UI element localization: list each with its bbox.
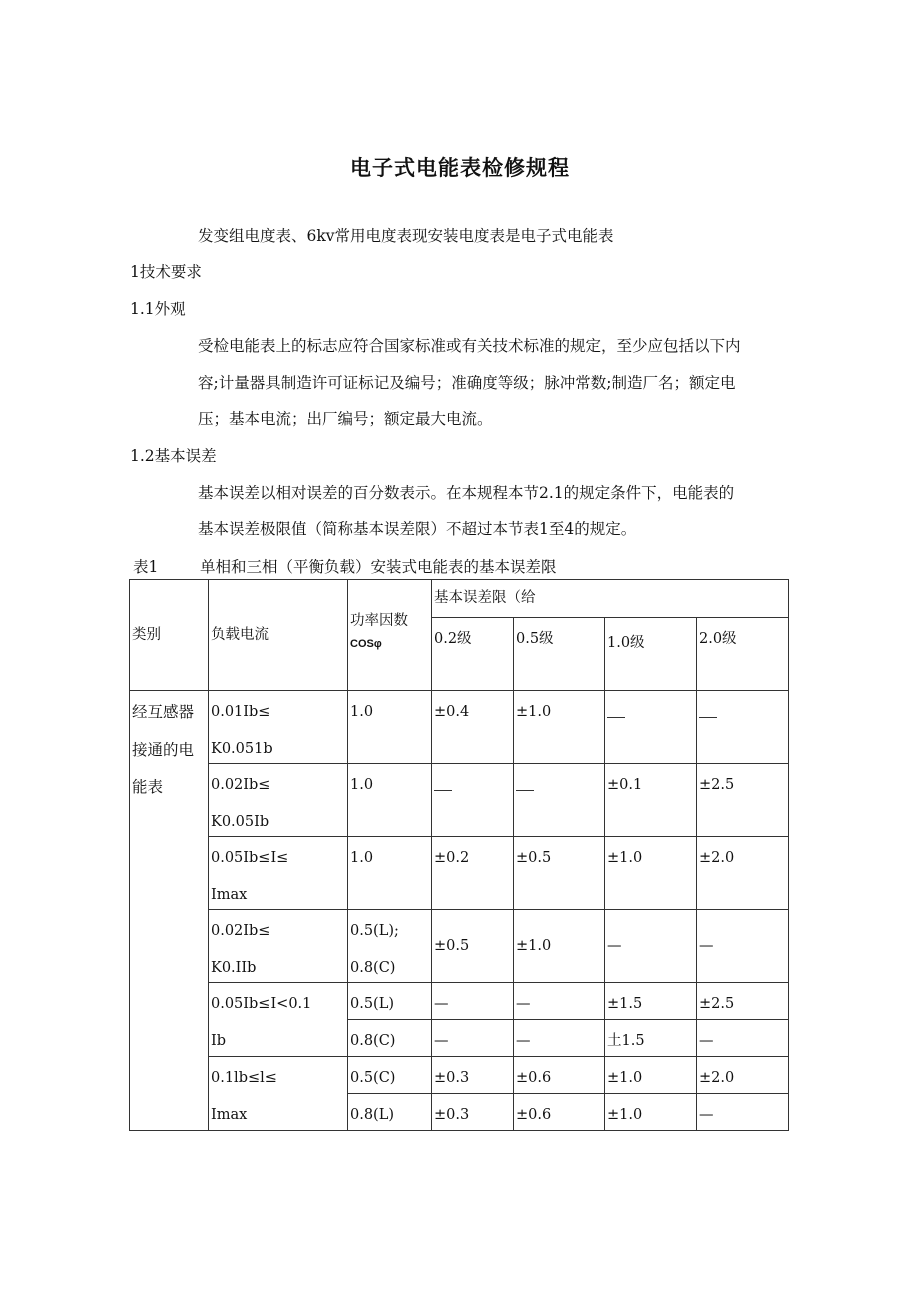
pf-cell: 1.0 bbox=[348, 764, 432, 837]
value-cell: — bbox=[514, 1020, 605, 1057]
value-cell: — bbox=[432, 1020, 514, 1057]
value-cell: — bbox=[605, 910, 697, 983]
appearance-paragraph-line: 压；基本电流；出厂编号；额定最大电流。 bbox=[198, 410, 493, 428]
value-cell: — bbox=[432, 983, 514, 1020]
pf-cell: 0.8(L) bbox=[348, 1094, 432, 1131]
load-line: 0.05Ib≤I<0.1 bbox=[211, 996, 312, 1012]
error-paragraph-line: 基本误差以相对误差的百分数表示。在本规程本节2.1的规定条件下，电能表的 bbox=[198, 484, 735, 502]
value-cell: ±0.6 bbox=[514, 1094, 605, 1131]
blank-dash bbox=[607, 705, 625, 718]
section-heading-1: 1技术要求 bbox=[130, 263, 202, 281]
load-line: 0.05Ib≤I≤ bbox=[211, 850, 289, 866]
value-cell: — bbox=[697, 910, 789, 983]
value-cell: ±1.5 bbox=[605, 983, 697, 1020]
error-limit-table bbox=[129, 579, 789, 1131]
value-cell: 土1.5 bbox=[605, 1020, 697, 1057]
load-line: Imax bbox=[211, 1106, 248, 1123]
header-load-current: 负载电流 bbox=[209, 580, 348, 691]
section-heading-1-2: 1.2基本误差 bbox=[130, 447, 217, 465]
load-line: 0.02Ib≤ bbox=[211, 923, 271, 939]
load-cell bbox=[209, 837, 348, 910]
load-line: K0.05Ib bbox=[211, 813, 270, 830]
pf-cell: 0.5(L) bbox=[348, 983, 432, 1020]
category-line: 接通的电 bbox=[132, 740, 195, 759]
value-cell: ±1.0 bbox=[514, 691, 605, 764]
value-cell: ±1.0 bbox=[605, 837, 697, 910]
blank-dash bbox=[516, 778, 534, 791]
load-cell bbox=[209, 691, 348, 764]
appearance-paragraph-line: 容;计量器具制造许可证标记及编号；准确度等级；脉冲常数;制造厂名；额定电 bbox=[198, 374, 736, 392]
value-cell: ±0.1 bbox=[605, 764, 697, 837]
load-line: K0.051b bbox=[211, 740, 273, 757]
table-caption: 单相和三相（平衡负载）安装式电能表的基本误差限 bbox=[200, 558, 557, 576]
value-cell bbox=[432, 764, 514, 837]
pf-cell: 0.8(C) bbox=[348, 1020, 432, 1057]
value-cell bbox=[605, 691, 697, 764]
value-cell: ±2.5 bbox=[697, 764, 789, 837]
value-cell bbox=[514, 764, 605, 837]
pf-cell: 1.0 bbox=[348, 691, 432, 764]
blank-dash bbox=[434, 778, 452, 791]
category-cell bbox=[130, 691, 209, 1131]
header-grade: 0.2级 bbox=[432, 618, 514, 691]
error-paragraph-line: 基本误差极限值（简称基本误差限）不超过本节表1至4的规定。 bbox=[198, 520, 637, 538]
pf-line: 0.8(C) bbox=[350, 959, 396, 976]
page-title: 电子式电能表检修规程 bbox=[350, 156, 570, 180]
value-cell bbox=[697, 691, 789, 764]
load-cell bbox=[209, 1057, 348, 1131]
value-cell: ±0.6 bbox=[514, 1057, 605, 1094]
value-cell: ±0.2 bbox=[432, 837, 514, 910]
header-grade: 0.5级 bbox=[514, 618, 605, 691]
blank-dash bbox=[699, 705, 717, 718]
pf-cell bbox=[348, 910, 432, 983]
header-grade: 1.0级 bbox=[605, 618, 697, 691]
value-cell: — bbox=[514, 983, 605, 1020]
value-cell: ±2.0 bbox=[697, 1057, 789, 1094]
value-cell: ±1.0 bbox=[605, 1094, 697, 1131]
value-cell: ±0.3 bbox=[432, 1057, 514, 1094]
value-cell: — bbox=[697, 1094, 789, 1131]
table-caption-number: 表1 bbox=[133, 558, 159, 576]
appearance-paragraph-line: 受检电能表上的标志应符合国家标准或有关技术标准的规定，至少应包括以下内 bbox=[198, 337, 741, 355]
value-cell: ±2.0 bbox=[697, 837, 789, 910]
load-line: 0.02Ib≤ bbox=[211, 777, 271, 793]
load-line: 0.01Ib≤ bbox=[211, 704, 271, 720]
load-cell bbox=[209, 983, 348, 1057]
pf-cell: 1.0 bbox=[348, 837, 432, 910]
value-cell: ±1.0 bbox=[605, 1057, 697, 1094]
pf-cell: 0.5(C) bbox=[348, 1057, 432, 1094]
header-power-factor bbox=[348, 580, 432, 691]
value-cell: ±0.4 bbox=[432, 691, 514, 764]
header-error-limit: 基本误差限（给 bbox=[432, 580, 789, 618]
value-cell: ±1.0 bbox=[514, 910, 605, 983]
header-category: 类别 bbox=[130, 580, 209, 691]
load-line: Ib bbox=[211, 1032, 227, 1049]
intro-text: 发变组电度表、6kv常用电度表现安装电度表是电子式电能表 bbox=[198, 227, 614, 245]
load-line: K0.IIb bbox=[211, 959, 257, 976]
category-line: 经互感器 bbox=[132, 703, 195, 721]
header-grade: 2.0级 bbox=[697, 618, 789, 691]
value-cell: — bbox=[697, 1020, 789, 1057]
value-cell: ±0.3 bbox=[432, 1094, 514, 1131]
header-cos-phi: COSφ bbox=[350, 637, 382, 650]
category-line: 能表 bbox=[132, 778, 164, 796]
value-cell: ±0.5 bbox=[514, 837, 605, 910]
value-cell: ±0.5 bbox=[432, 910, 514, 983]
load-line: 0.1lb≤l≤ bbox=[211, 1070, 277, 1086]
section-heading-1-1: 1.1外观 bbox=[130, 300, 186, 318]
load-line: Imax bbox=[211, 886, 248, 903]
value-cell: ±2.5 bbox=[697, 983, 789, 1020]
header-power-factor-label: 功率因数 bbox=[350, 613, 408, 629]
load-cell bbox=[209, 910, 348, 983]
load-cell bbox=[209, 764, 348, 837]
pf-line: 0.5(L); bbox=[350, 923, 399, 939]
